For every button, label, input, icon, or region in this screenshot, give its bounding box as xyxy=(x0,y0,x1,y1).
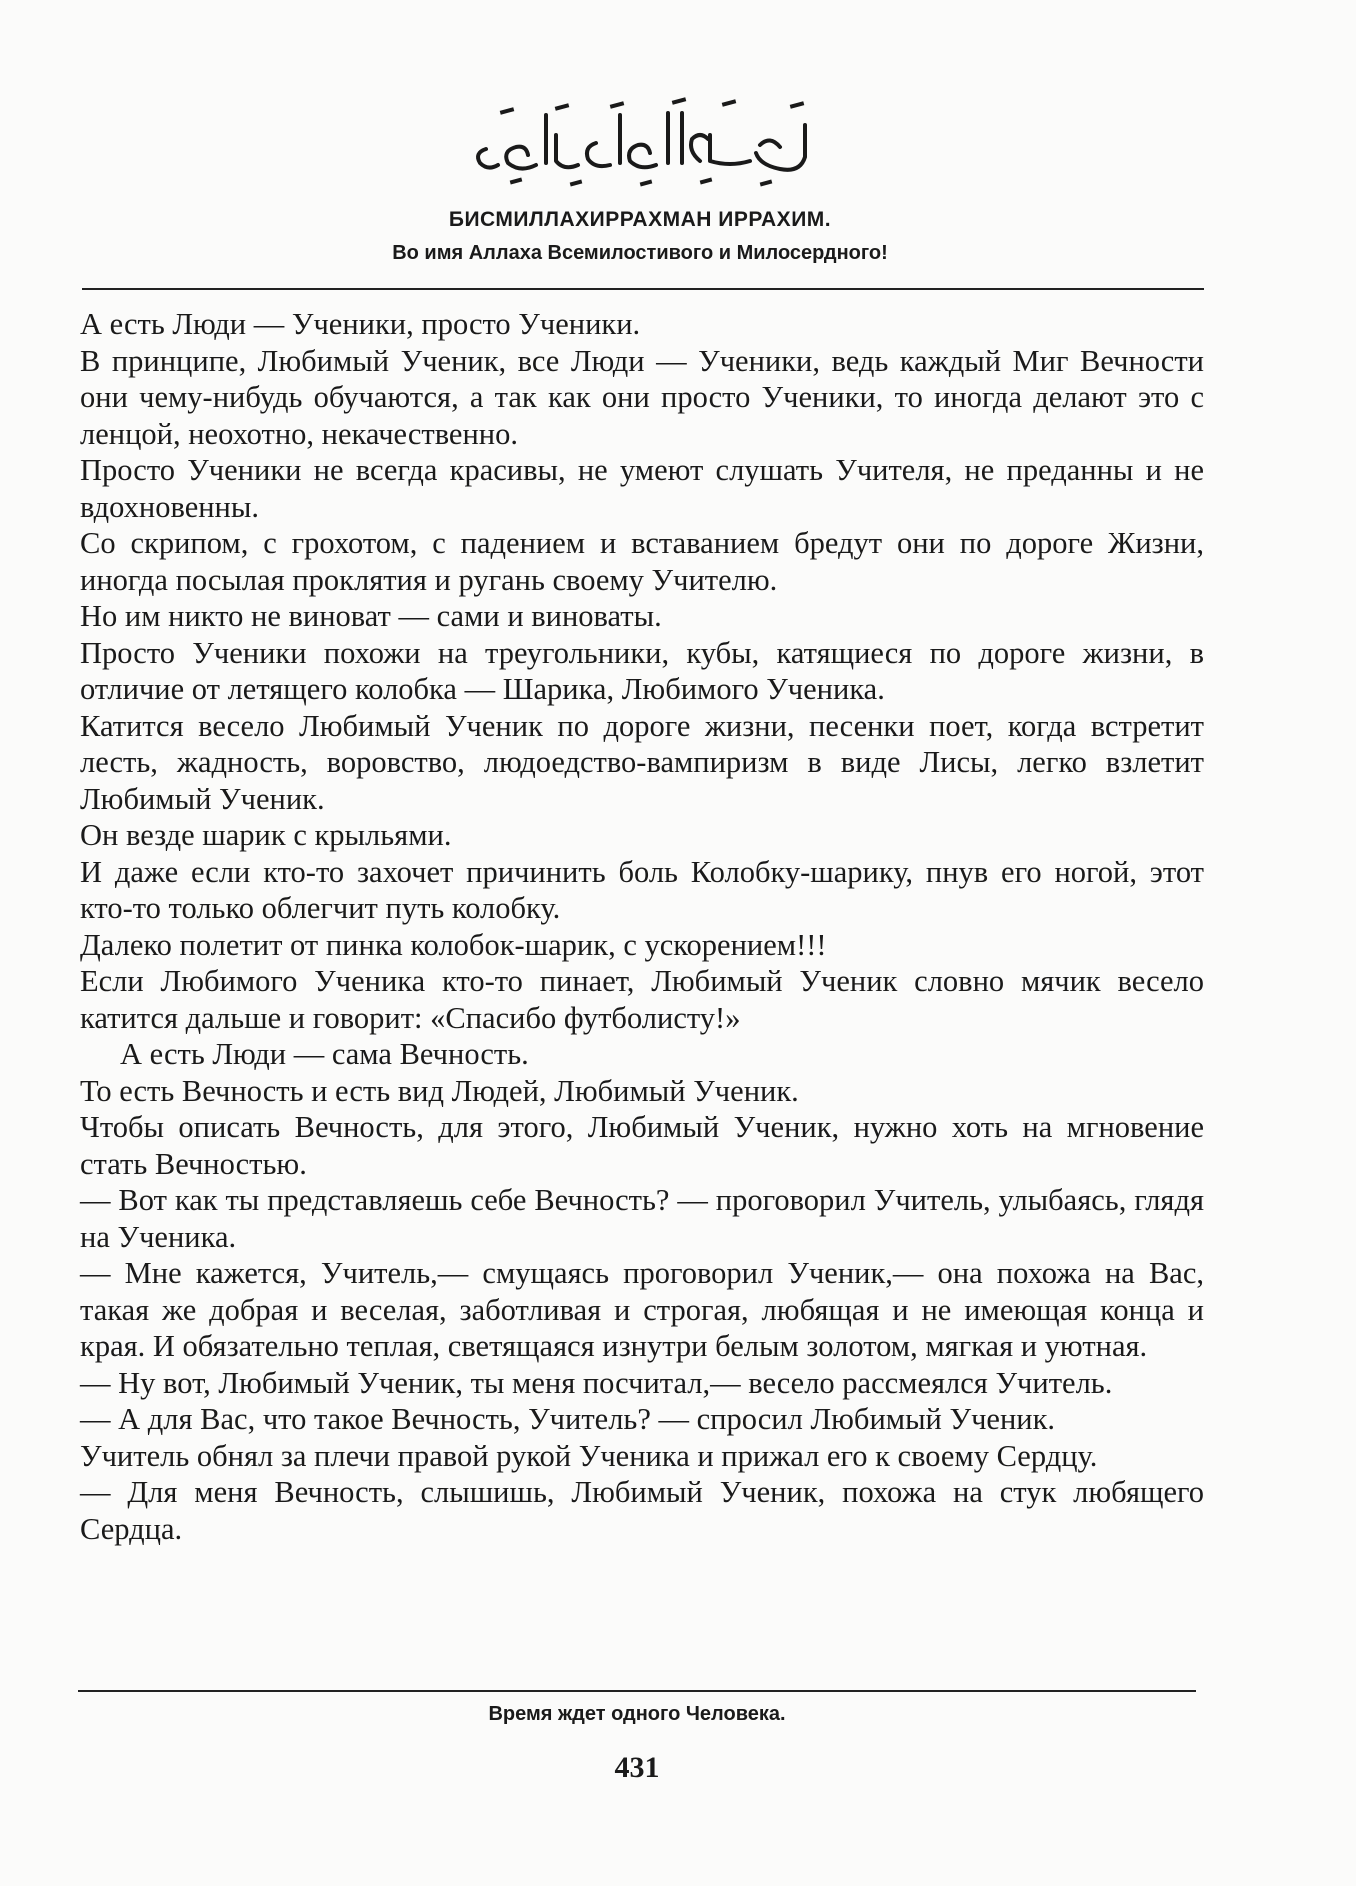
bottom-divider xyxy=(78,1690,1196,1692)
paragraph: — А для Вас, что такое Вечность, Учитель? — спросил Любимый Ученик. xyxy=(80,1402,1056,1436)
running-footer-title: Время ждет одного Человека. xyxy=(488,1703,786,1725)
paragraph: Катится весело Любимый Ученик по дороге жизни, песенки поет, когда встретит лесть, жадность, воровство, людоедство-вампиризм в виде Лисы, легко взлетит Любимый Ученик. xyxy=(80,708,1204,816)
paragraph: — Мне кажется, Учитель,— смущаясь проговорил Ученик,— она похожа на Вас, такая же добрая и веселая, заботливая и строгая, любящая и не имеющая конца и края. И обязательно теплая, светящаяся изнутри белым золотом, мягкая и уютная. xyxy=(80,1256,1204,1363)
paragraph: И даже если кто-то захочет причинить боль Колобку-шарику, пнув его ногой, этот кто-то только облегчит путь колобку. xyxy=(80,854,1204,925)
paragraph: Со скрипом, с грохотом, с падением и вставанием бредут они по дороге Жизни, иногда посылая проклятия и ругань своему Учителю. xyxy=(80,526,1204,597)
paragraph: В принципе, Любимый Ученик, все Люди — Ученики, ведь каждый Миг Вечности они чему-нибудь обучаются, а так как они просто Ученики, то иногда делают это с ленцой, неохотно, некачественно. xyxy=(80,343,1204,451)
paragraph: — Для меня Вечность, слышишь, Любимый Ученик, похожа на стук любящего Сердца. xyxy=(80,1475,1204,1546)
paragraph: А есть Люди — Ученики, просто Ученики. xyxy=(80,307,641,341)
paragraph: А есть Люди — сама Вечность. xyxy=(120,1037,529,1071)
body-text xyxy=(80,306,1204,1547)
page-number: 431 xyxy=(614,1751,660,1784)
paragraph: — Ну вот, Любимый Ученик, ты меня посчитал,— весело рассмеялся Учитель. xyxy=(80,1365,1113,1400)
paragraph: Чтобы описать Вечность, для этого, Любимый Ученик, нужно хоть на мгновение стать Вечностью. xyxy=(80,1110,1204,1181)
paragraph: Он везде шарик с крыльями. xyxy=(80,818,452,852)
paragraph: Далеко полетит от пинка колобок-шарик, с ускорением!!! xyxy=(80,927,827,962)
header-subtitle: Во имя Аллаха Всемилостивого и Милосердного! xyxy=(392,242,888,264)
bismillah-calligraphy-icon xyxy=(460,95,820,195)
paragraph: То есть Вечность и есть вид Людей, Любимый Ученик. xyxy=(80,1073,799,1108)
top-divider xyxy=(82,288,1204,290)
paragraph: Просто Ученики похожи на треугольники, кубы, катящиеся по дороге жизни, в отличие от летящего колобка — Шарика, Любимого Ученика. xyxy=(80,635,1204,706)
paragraph: Учитель обнял за плечи правой рукой Ученика и прижал его к своему Сердцу. xyxy=(80,1438,1098,1473)
header-title: БИСМИЛЛАХИРРАХМАН ИРРАХИМ. xyxy=(448,208,832,231)
paragraph: Если Любимого Ученика кто-то пинает, Любимый Ученик словно мячик весело катится дальше и говорит: «Спасибо футболисту!» xyxy=(80,964,1204,1035)
paragraph: — Вот как ты представляешь себе Вечность? — проговорил Учитель, улыбаясь, глядя на Ученика. xyxy=(80,1183,1204,1254)
paragraph: Но им никто не виноват — сами и виноваты. xyxy=(80,599,662,633)
paragraph: Просто Ученики не всегда красивы, не умеют слушать Учителя, не преданны и не вдохновенны. xyxy=(80,453,1204,524)
